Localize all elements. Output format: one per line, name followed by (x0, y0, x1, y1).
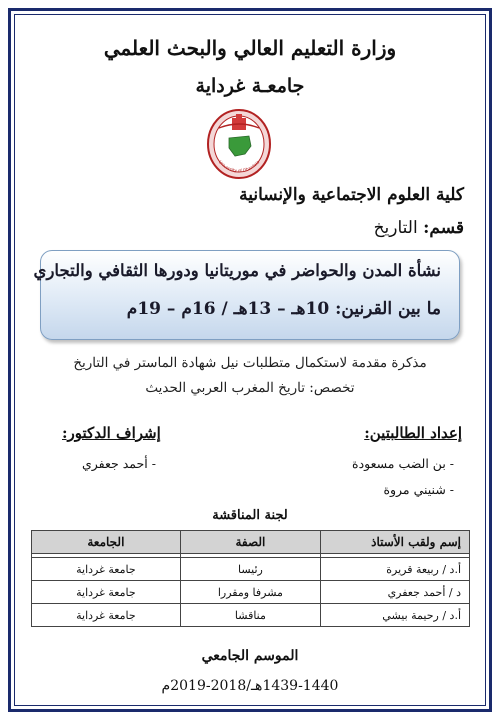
thesis-title-box (33, 250, 460, 340)
table-header-row (32, 531, 470, 554)
supervisor-label: إشراف الدكتور: (62, 424, 161, 442)
table-row (32, 558, 470, 581)
student-name: - بن الضب مسعودة (352, 456, 454, 471)
department-label: قسم: (423, 218, 464, 238)
ministry-title: وزارة التعليم العالي والبحث العلمي (103, 36, 397, 60)
table-cell: جامعة غرداية (32, 604, 181, 627)
department-value: التاريخ (373, 218, 418, 238)
department (374, 218, 464, 238)
university-logo (205, 104, 273, 180)
faculty-name: كلية العلوم الاجتماعية والإنسانية (239, 185, 464, 205)
memo-description: مذكرة مقدمة لاستكمال متطلبات نيل شهادة الماستر في التاريخ (73, 355, 427, 371)
table-cell: مناقشا (180, 604, 320, 627)
supervisor-name: - أحمد جعفري (82, 456, 156, 471)
logo-caption: University of Ghardaia (217, 159, 261, 174)
university-title: جامعـة غرداية (195, 75, 305, 97)
table-cell: جامعة غرداية (32, 581, 181, 604)
table-cell: أ.د / ربيعة قريرة (321, 558, 470, 581)
table-cell: د / أحمد جعفري (321, 581, 470, 604)
table-row (32, 581, 470, 604)
table-header: الصفة (180, 531, 320, 554)
table-cell: جامعة غرداية (32, 558, 181, 581)
academic-year-value: 1439-1440هـ/2018-2019م (161, 678, 339, 694)
thesis-title-line-1: نشأة المدن والحواضر في موريتانيا ودورها الثقافي والتجاري (33, 261, 441, 280)
student-name: - شنيني مروة (383, 482, 454, 497)
prepared-by-label: إعداد الطالبتين: (364, 424, 462, 442)
table-cell: أ.د / رحيمة بيشي (321, 604, 470, 627)
table-row (32, 604, 470, 627)
table-cell: رئيسا (180, 558, 320, 581)
academic-year-label: الموسم الجامعي (201, 648, 299, 664)
committee-table (31, 530, 470, 627)
committee-title: لجنة المناقشة (212, 508, 288, 523)
table-header: إسم ولقب الأستاذ (321, 531, 470, 554)
table-header: الجامعة (32, 531, 181, 554)
thesis-title-line-2: ما بين القرنين: 10هـ – 13هـ / 16م – 19م (126, 299, 441, 319)
specialization: تخصص: تاريخ المغرب العربي الحديث (145, 380, 355, 396)
table-cell: مشرفا ومقررا (180, 581, 320, 604)
